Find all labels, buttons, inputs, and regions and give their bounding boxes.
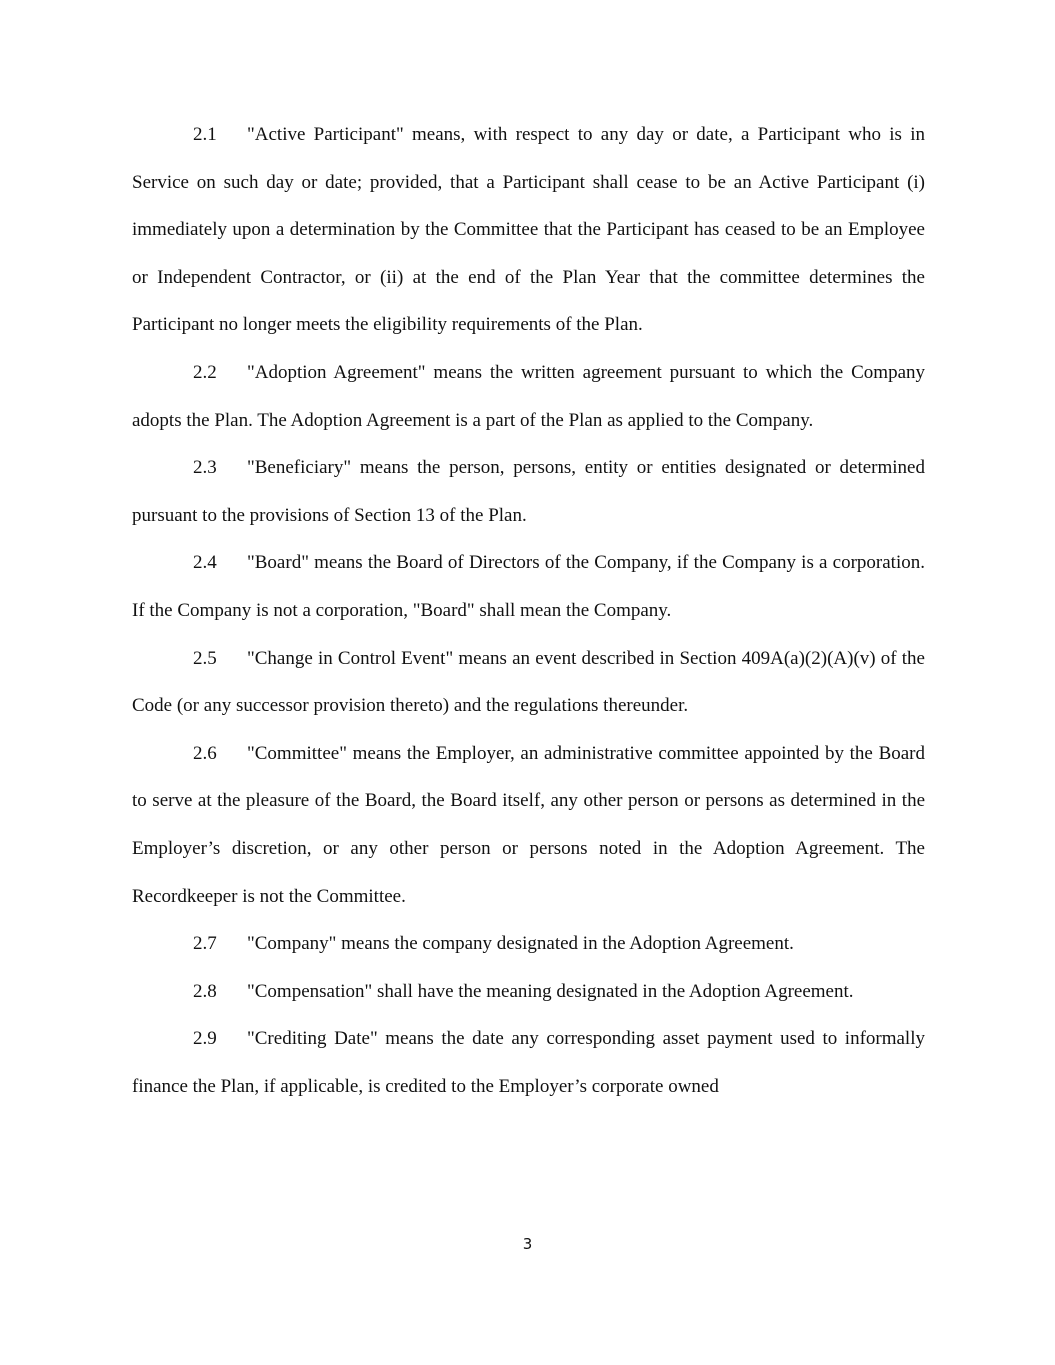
definition-text: "Crediting Date" means the date any corresponding asset payment used to informally finance the Plan, if applicable, is credited to the Employer’s corporate owned [132,1028,925,1097]
definition-text: "Board" means the Board of Directors of the Company, if the Company is a corporation. If the Company is not a corporation, "Board" shall mean the Company. [132,552,925,621]
section-number: 2.7 [193,933,217,955]
section-number: 2.5 [193,647,217,669]
section-number: 2.3 [193,457,217,479]
definition-paragraph [132,444,925,539]
section-number: 2.8 [193,980,217,1002]
definition-text: "Adoption Agreement" means the written agreement pursuant to which the Company adopts the Plan. The Adoption Agreement is a part of the Plan as applied to the Company. [132,361,925,431]
definition-text: "Committee" means the Employer, an administrative committee appointed by the Board to serve at the pleasure of the Board, the Board itself, any other person or persons as determined in the Employer’s discretion, or any other person or persons noted in the Adoption Agreement. The Recordkeeper is not the Committee. [132,742,925,907]
definition-text: "Compensation" shall have the meaning designated in the Adoption Agreement. [247,980,854,1002]
definition-text: "Beneficiary" means the person, persons, entity or entities designated or determined pursuant to the provisions of Section 13 of the Plan. [132,457,925,526]
definition-paragraph [132,349,925,444]
definition-text: "Company" means the company designated in the Adoption Agreement. [247,933,794,955]
definition-paragraph [132,968,925,1016]
definition-text: "Active Participant" means, with respect to any day or date, a Participant who is in Service on such day or date; provided, that a Participant shall cease to be an Active Participant (i) immediately upon a determination by the Committee that the Participant has ceased to be an Employee or Independent Contractor, or (ii) at the end of the Plan Year that the committee determines the Participant no longer meets the eligibility requirements of the Plan. [132,124,925,336]
definitions-section [132,111,925,1110]
definition-paragraph [132,539,925,634]
section-number: 2.2 [193,361,217,383]
definition-paragraph [132,730,925,920]
definition-paragraph [132,920,925,968]
section-number: 2.9 [193,1028,217,1050]
section-number: 2.6 [193,742,217,764]
section-number: 2.1 [193,124,217,145]
definition-paragraph [132,635,925,730]
definition-text: "Change in Control Event" means an event described in Section 409A(a)(2)(A)(v) of the Code (or any successor provision thereto) and the regulations thereunder. [132,647,925,717]
definition-paragraph [132,1015,925,1110]
section-number: 2.4 [193,552,217,574]
page-number: 3 [522,1235,533,1253]
definition-paragraph [132,111,925,349]
